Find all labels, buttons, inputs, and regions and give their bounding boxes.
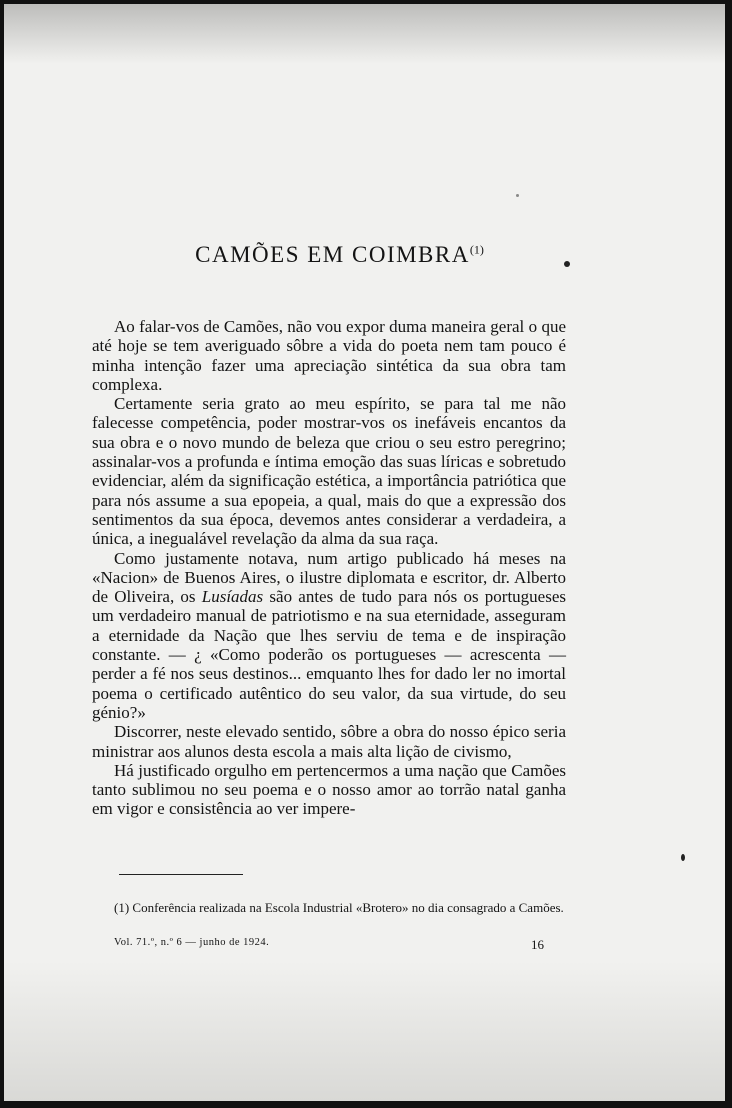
paragraph-text: são antes de tudo para nós os portugueses um verdadeiro manual de patriotismo e na sua eternidade, asseguram a eternidade da Nação que lhes serviu de tema e de inspiração constante. — ¿ «Como poderão os portugueses — acrescenta — perder a fé nos seus destinos... emquanto lhes for dado ler no imortal poema o certificado autêntico do seu valor, da sua virtude, do seu génio?» <box>92 587 566 722</box>
paragraph: Há justificado orgulho em pertencermos a uma nação que Camões tanto sublimou no seu poema e o nosso amor ao torrão natal ganha em vigor e consistência ao ver impere- <box>92 760 566 819</box>
italic-title: Lusíadas <box>201 587 264 607</box>
scan-shading-bottom <box>4 961 725 1101</box>
page-title <box>4 242 700 268</box>
volume-info: Vol. 71.º, n.º 6 — junho de 1924. <box>114 937 270 948</box>
footnote-divider <box>119 874 243 875</box>
article-body <box>92 317 566 819</box>
paragraph-text: Como justamente notava, num artigo publicado há meses na «Nacion» de Buenos Aires, o ilustre diplomata e escritor, dr. Alberto de Oliveira, os <box>92 548 566 607</box>
scan-speck <box>516 194 519 197</box>
paragraph: Certamente seria grato ao meu espírito, se para tal me não falecesse competência, poder mostrar-vos os inefáveis encantos da sua obra e o novo mundo de beleza que criou o seu estro peregrino; assinalar-vos a profunda e íntima emoção das suas líricas e sobretudo evidenciar, além da significação estética, a importância patriótica que para nós assume a sua epopeia, a qual, mais do que a expressão dos sentimentos da sua época, devemos antes considerar a verdadeira, a única, a inegualável revelação da alma da sua raça. <box>92 394 566 549</box>
paragraph: Ao falar-vos de Camões, não vou expor duma maneira geral o que até hoje se tem averiguado sôbre a vida do poeta nem tam pouco é minha intenção fazer uma apreciação sintética da sua obra tam complexa. <box>92 317 566 394</box>
paragraph <box>92 549 566 723</box>
title-text: CAMÕES EM COIMBRA <box>195 242 470 267</box>
title-footnote-marker: (1) <box>469 242 484 257</box>
document-page <box>4 4 725 1101</box>
paragraph: Discorrer, neste elevado sentido, sôbre a obra do nosso épico seria ministrar aos alunos desta escola a mais alta lição de civismo, <box>92 722 566 761</box>
scan-speck <box>681 854 685 861</box>
footnote: (1) Conferência realizada na Escola Industrial «Brotero» no dia consagrado a Camões. <box>114 900 564 915</box>
page-number: 16 <box>531 937 544 952</box>
scan-shading-top <box>4 4 725 64</box>
